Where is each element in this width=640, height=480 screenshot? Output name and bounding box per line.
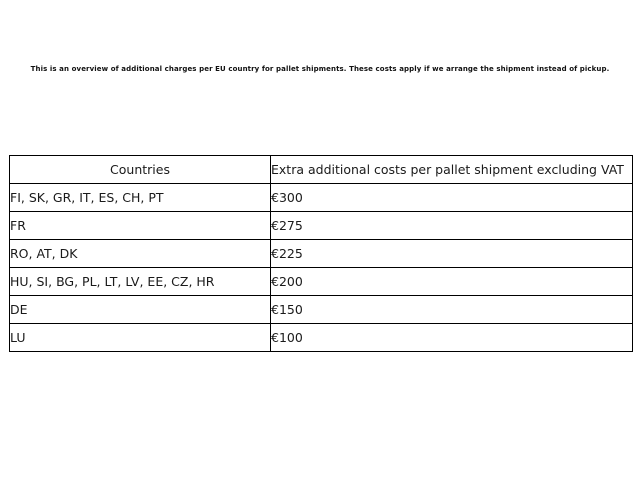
cell-countries: HU, SI, BG, PL, LT, LV, EE, CZ, HR bbox=[10, 268, 271, 296]
header-costs: Extra additional costs per pallet shipment excluding VAT bbox=[271, 156, 633, 184]
table-row bbox=[10, 212, 633, 240]
cell-countries: DE bbox=[10, 296, 271, 324]
cell-cost: €225 bbox=[271, 240, 633, 268]
cell-cost: €275 bbox=[271, 212, 633, 240]
cell-cost: €150 bbox=[271, 296, 633, 324]
cell-cost: €200 bbox=[271, 268, 633, 296]
intro-text: This is an overview of additional charges per EU country for pallet shipments. These costs apply if we arrange the shipment instead of pickup. bbox=[30, 65, 610, 73]
charges-table bbox=[9, 155, 633, 352]
table-row bbox=[10, 184, 633, 212]
cell-cost: €100 bbox=[271, 324, 633, 352]
cell-countries: FR bbox=[10, 212, 271, 240]
table-body bbox=[10, 184, 633, 352]
table-row bbox=[10, 324, 633, 352]
table-row bbox=[10, 268, 633, 296]
table-header-row bbox=[10, 156, 633, 184]
cell-countries: RO, AT, DK bbox=[10, 240, 271, 268]
table-row bbox=[10, 296, 633, 324]
table-row bbox=[10, 240, 633, 268]
cell-cost: €300 bbox=[271, 184, 633, 212]
cell-countries: FI, SK, GR, IT, ES, CH, PT bbox=[10, 184, 271, 212]
cell-countries: LU bbox=[10, 324, 271, 352]
header-countries: Countries bbox=[10, 156, 271, 184]
